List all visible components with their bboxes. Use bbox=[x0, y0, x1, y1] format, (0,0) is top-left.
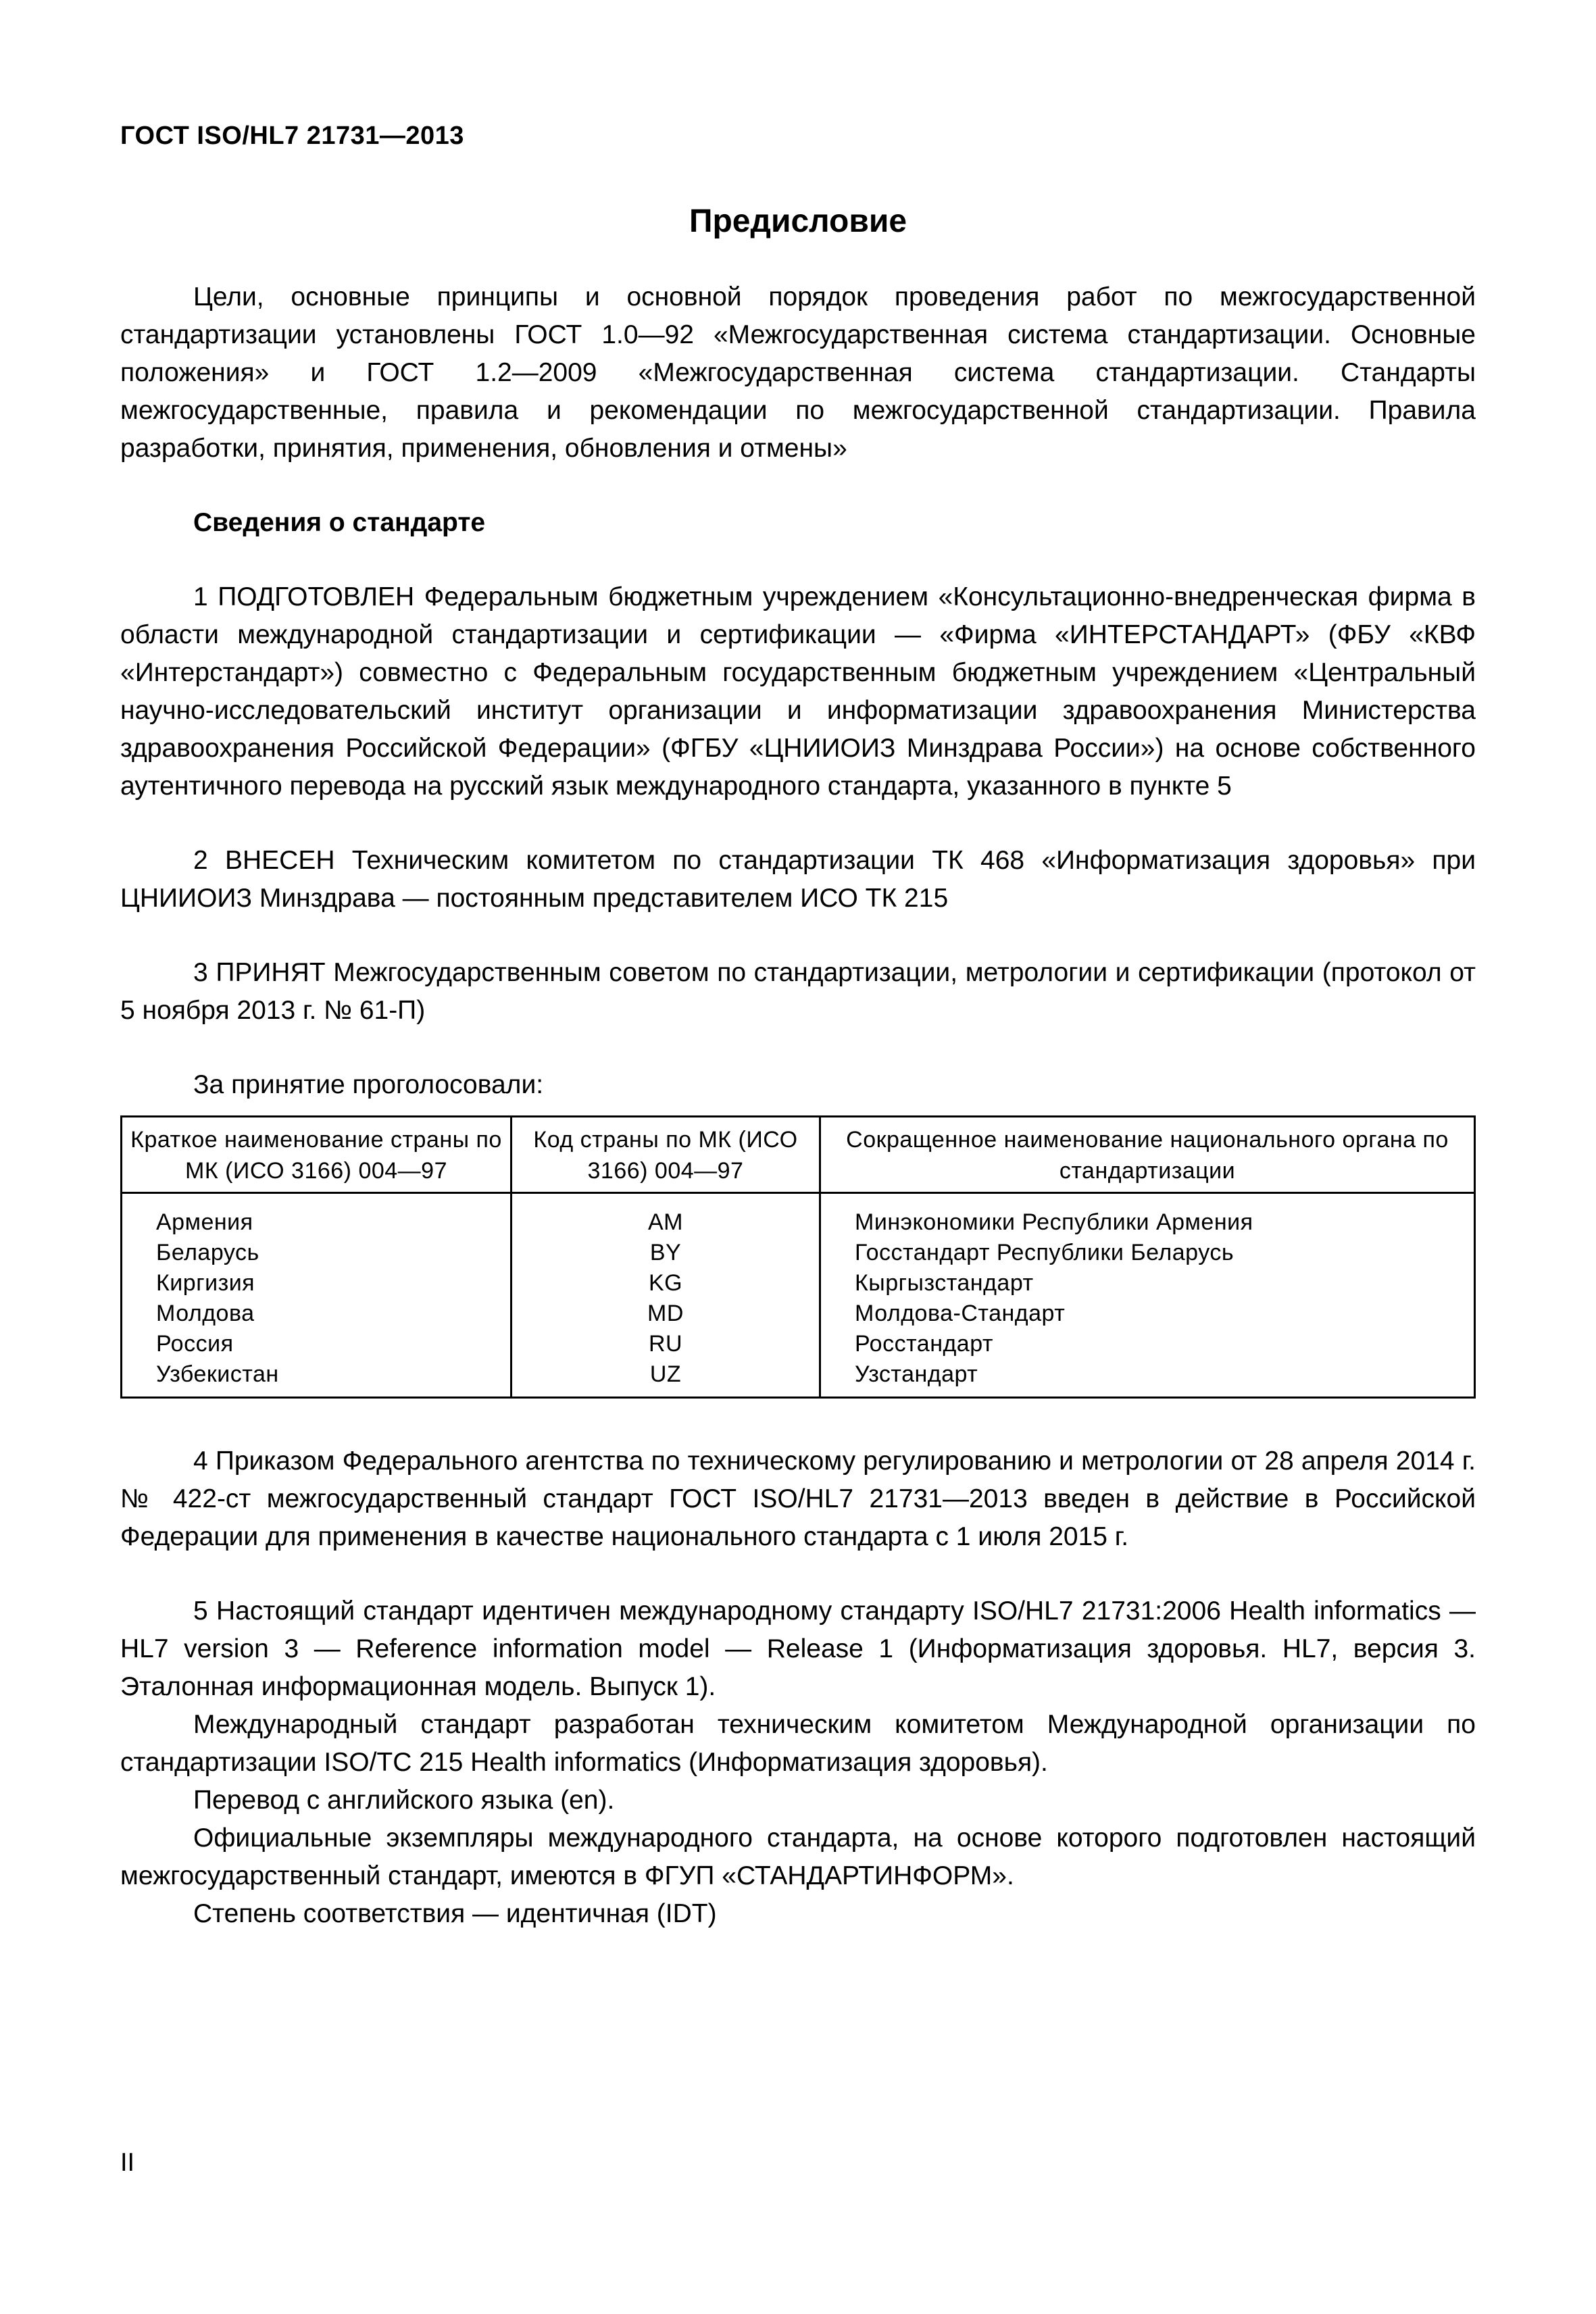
table-body-row bbox=[122, 1193, 1475, 1398]
voting-table bbox=[120, 1115, 1476, 1399]
column-header-country: Краткое наименование страны по МК (ИСО 3166) 004—97 bbox=[122, 1117, 512, 1193]
item-1-paragraph: 1 ПОДГОТОВЛЕН Федеральным бюджетным учреждением «Консультационно-внедренческая фирма в области международной стандартизации и сертификации — «Фирма «ИНТЕРСТАНДАРТ» (ФБУ «КВФ «Интерстандарт») совместно с Федеральным государственным бюджетным учреждением «Центральный научно-исследовательский институт организации и информатизации здравоохранения Министерства здравоохранения Российской Федерации» (ФГБУ «ЦНИИОИЗ Минздрава России») на основе собственного аутентичного перевода на русский язык международного стандарта, указанного в пункте 5 bbox=[120, 582, 1476, 801]
organization-cell: Молдова-Стандарт bbox=[855, 1301, 1066, 1326]
item-5-degree-paragraph: Степень соответствия — идентичная (IDT) bbox=[193, 1899, 717, 1928]
country-cell: Армения bbox=[156, 1209, 253, 1235]
document-id-header: ГОСТ ISO/HL7 21731—2013 bbox=[120, 122, 464, 150]
code-cell: MD bbox=[647, 1301, 684, 1326]
country-column bbox=[122, 1193, 512, 1398]
foreword-body-continued bbox=[120, 1442, 1476, 1933]
column-header-organization: Сокращенное наименование национального органа по стандартизации bbox=[820, 1117, 1475, 1193]
item-5-translation-paragraph: Перевод с английского языка (en). bbox=[193, 1786, 615, 1815]
item-5-paragraph: 5 Настоящий стандарт идентичен международному стандарту ISO/HL7 21731:2006 Health informatics — HL7 version 3 — Reference information model — Release 1 (Информатизация здоровья. HL7, версия 3. Эталонная информационная модель. Выпуск 1). bbox=[120, 1596, 1476, 1701]
code-cell: RU bbox=[648, 1331, 683, 1357]
item-4-paragraph: 4 Приказом Федерального агентства по техническому регулированию и метрологии от 28 апреля 2014 г. № 422-ст межгосударственный стандарт ГОСТ ISO/HL7 21731—2013 введен в действие в Российской Федерации для применения в качестве национального стандарта с 1 июля 2015 г. bbox=[120, 1447, 1476, 1551]
country-cell: Киргизия bbox=[156, 1270, 255, 1296]
item-3-paragraph: 3 ПРИНЯТ Межгосударственным советом по стандартизации, метрологии и сертификации (протокол от 5 ноября 2013 г. № 61-П) bbox=[120, 958, 1476, 1025]
country-cell: Беларусь bbox=[156, 1240, 259, 1265]
page-title: Предисловие bbox=[689, 203, 907, 239]
country-cell: Россия bbox=[156, 1331, 234, 1357]
country-cell: Узбекистан bbox=[156, 1361, 279, 1387]
column-header-code: Код страны по МК (ИСО 3166) 004—97 bbox=[512, 1117, 820, 1193]
foreword-body bbox=[120, 278, 1476, 1104]
item-5-development-paragraph: Международный стандарт разработан техническим комитетом Международной организации по стандартизации ISO/TC 215 Health informatics (Информатизация здоровья). bbox=[120, 1710, 1476, 1777]
organization-column bbox=[820, 1193, 1475, 1398]
code-cell: AM bbox=[648, 1209, 683, 1235]
code-column bbox=[512, 1193, 820, 1398]
code-cell: BY bbox=[649, 1240, 682, 1265]
organization-cell: Росстандарт bbox=[855, 1331, 993, 1357]
item-2-paragraph: 2 ВНЕСЕН Техническим комитетом по стандартизации ТК 468 «Информатизация здоровья» при ЦНИИОИЗ Минздрава — постоянным представителем ИСО ТК 215 bbox=[120, 846, 1476, 913]
section-subheading: Сведения о стандарте bbox=[193, 508, 486, 537]
code-cell: KG bbox=[648, 1270, 683, 1296]
organization-cell: Госстандарт Республики Беларусь bbox=[855, 1240, 1235, 1265]
intro-paragraph: Цели, основные принципы и основной порядок проведения работ по межгосударственной стандартизации установлены ГОСТ 1.0—92 «Межгосударственная система стандартизации. Основные положения» и ГОСТ 1.2—2009 «Межгосударственная система стандартизации. Стандарты межгосударственные, правила и рекомендации по межгосударственной стандартизации. Правила разработки, принятия, применения, обновления и отмены» bbox=[120, 282, 1476, 463]
item-5-copies-paragraph: Официальные экземпляры международного стандарта, на основе которого подготовлен настоящий межгосударственный стандарт, имеются в ФГУП «СТАНДАРТИНФОРМ». bbox=[120, 1823, 1476, 1890]
organization-cell: Минэкономики Республики Армения bbox=[855, 1209, 1253, 1235]
organization-cell: Кыргызстандарт bbox=[855, 1270, 1034, 1296]
organization-cell: Узстандарт bbox=[855, 1361, 978, 1387]
vote-intro: За принятие проголосовали: bbox=[193, 1070, 544, 1099]
country-cell: Молдова bbox=[156, 1301, 255, 1326]
table-header-row bbox=[122, 1117, 1475, 1193]
page-number: II bbox=[120, 2148, 135, 2177]
code-cell: UZ bbox=[649, 1361, 682, 1387]
